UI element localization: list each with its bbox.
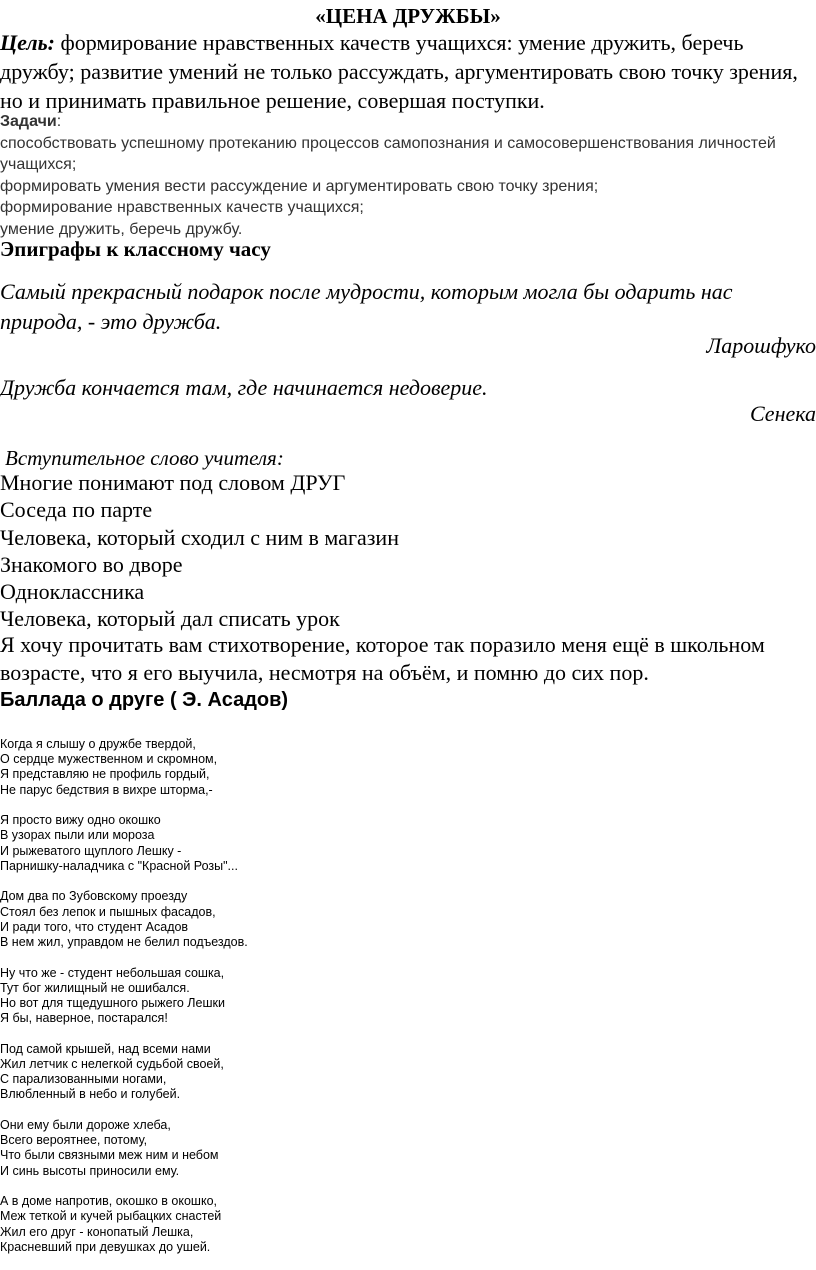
ballad-poem [0,737,812,1270]
intro-line: Многие понимают под словом ДРУГ [0,470,346,495]
epigraphs-heading: Эпиграфы к классному часу [0,237,271,261]
task-item: умение дружить, беречь дружбу. [0,220,243,238]
poem-stanza [0,1042,812,1103]
task-item: формировать умения вести рассуждение и аргументировать свою точку зрения; [0,177,599,195]
intro-line: Соседа по парте [0,497,153,523]
intro-lines [0,469,812,633]
poem-line: Дом два по Зубовскому проезду [0,889,188,904]
poem-line: Я бы, наверное, постарался! [0,1011,168,1026]
intro-heading: Вступительное слово учителя: [5,446,284,470]
epigraph-quote: Самый прекрасный подарок после мудрости, которым могла бы одарить нас природа, - это дружба. [0,279,733,334]
poem-line: В нем жил, управдом не белил подъездов. [0,935,248,950]
goal-text: формирование нравственных качеств учащихся: умение дружить, беречь дружбу; развитие умений не только рассуждать, аргументировать свою точку зрения, но и принимать правильное решение, совершая поступки. [0,30,798,113]
poem-stanza [0,813,812,874]
poem-line: Ну что же - студент небольшая сошка, [0,965,225,980]
intro-line: Одноклассника [0,579,145,605]
poem-line: Влюбленный в небо и голубей. [0,1087,181,1102]
goal-label: Цель: [0,30,55,55]
poem-line: Жил летчик с нелегкой судьбой своей, [0,1057,224,1072]
poem-line: О сердце мужественном и скромном, [0,752,218,767]
goal-paragraph [0,28,812,115]
poem-line: Стоял без лепок и пышных фасадов, [0,904,216,919]
poem-stanza [0,966,812,1027]
ballad-heading: Баллада о друге ( Э. Асадов) [0,689,289,711]
tasks-heading: Задачи: [0,113,62,130]
tasks-label: Задачи [0,113,57,130]
poem-line: Не парус бедствия в вихре шторма,- [0,782,213,797]
poem-line: Они ему были дороже хлеба, [0,1118,171,1133]
poem-line: Что были связными меж ним и небом [0,1148,219,1163]
poem-line: И ради того, что студент Асадов [0,919,189,934]
poem-line: Парнишку-наладчика с "Красной Розы"... [0,858,238,873]
poem-line: Тут бог жилищный не ошибался. [0,980,190,995]
epigraph-quote: Дружба кончается там, где начинается недоверие. [0,375,488,400]
poem-line: А в доме напротив, окошко в окошко, [0,1194,217,1209]
intro-line: Человека, который дал списать урок [0,606,340,632]
poem-line: Я просто вижу одно окошко [0,813,161,828]
epigraph-author: Ларошфуко [706,333,816,358]
poem-line: Меж теткой и кучей рыбацких снастей [0,1209,222,1224]
poem-stanza [0,1118,812,1179]
task-item: формирование нравственных качеств учащихся; [0,199,364,216]
poem-line: Под самой крышей, над всеми нами [0,1041,211,1056]
poem-line: С парализованными ногами, [0,1072,167,1087]
poem-line: И синь высоты приносили ему. [0,1163,180,1178]
poem-line: Всего вероятнее, потому, [0,1133,148,1148]
poem-line: Но вот для тщедушного рыжего Лешки [0,996,225,1011]
poem-line: Я представляю не профиль гордый, [0,767,210,782]
intro-line: Знакомого во дворе [0,551,183,577]
poem-line: И рыжеватого щуплого Лешку - [0,843,182,858]
intro-paragraph: Я хочу прочитать вам стихотворение, которое так поразило меня ещё в школьном возрасте, что я его выучила, несмотря на объём, и помню до сих пор. [0,632,765,685]
tasks-block [0,111,812,240]
poem-line: В узорах пыли или мороза [0,828,155,843]
poem-stanza [0,737,812,798]
poem-stanza [0,889,812,950]
poem-stanza [0,1194,812,1255]
intro-line: Человека, который сходил с ним в магазин [0,524,399,550]
document-title: «ЦЕНА ДРУЖБЫ» [315,4,501,28]
poem-line: Когда я слышу о дружбе твердой, [0,737,196,751]
epigraph-author: Сенека [749,401,816,426]
poem-line: Красневший при девушках до ушей. [0,1239,211,1254]
poem-line: Жил его друг - конопатый Лешка, [0,1224,194,1239]
task-item: способствовать успешному протеканию процессов самопознания и самосовершенствования личностей учащихся; [0,134,776,173]
